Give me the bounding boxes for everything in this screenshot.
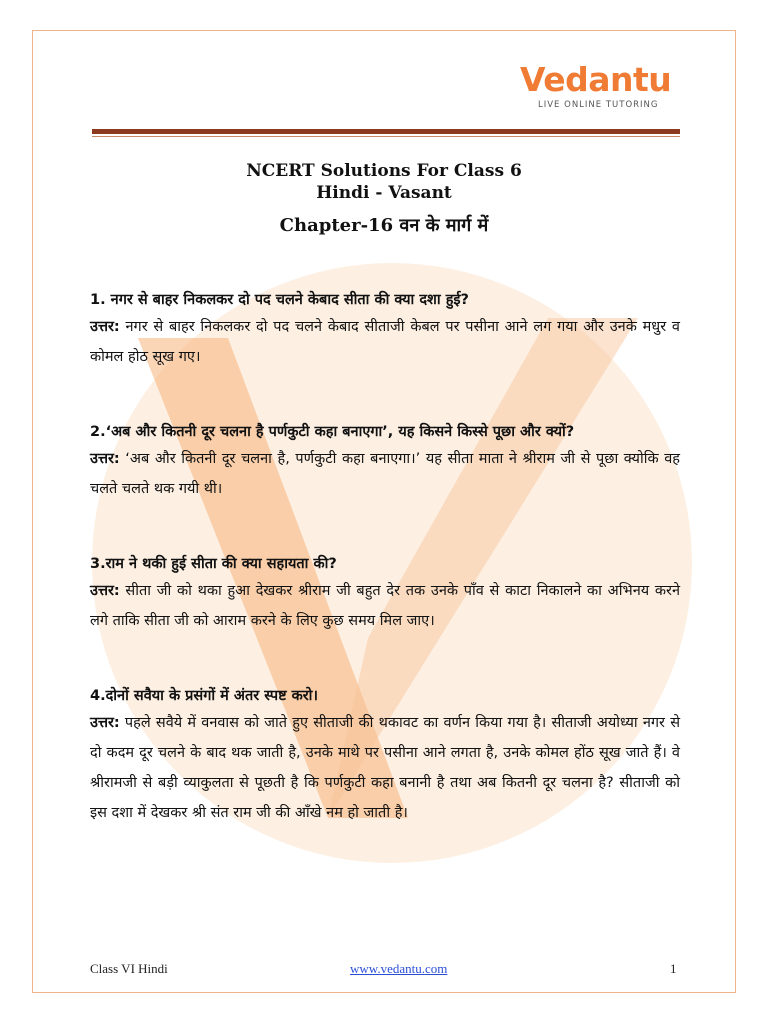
qa-item bbox=[90, 420, 680, 504]
qa-list bbox=[90, 288, 680, 876]
answer-text: नगर से बाहर निकलकर दो पद चलने केबाद सीताजी केबल पर पसीना आने लग गया और उनके मधुर व कोमल होठ सूख गए। bbox=[90, 319, 680, 365]
header-rule bbox=[92, 129, 680, 134]
footer-page-number: 1 bbox=[670, 961, 677, 976]
footer-class-label: Class VI Hindi bbox=[90, 961, 168, 976]
question: 2.‘अब और कितनी दूर चलना है पर्णकुटी कहा बनाएगा’, यह किसने किस्से पूछा और क्यों? bbox=[90, 424, 575, 440]
answer bbox=[90, 444, 680, 504]
answer-label: उत्तर: bbox=[90, 583, 120, 599]
vedantu-logo bbox=[520, 60, 680, 116]
answer bbox=[90, 576, 680, 636]
answer-label: उत्तर: bbox=[90, 319, 120, 335]
answer bbox=[90, 708, 680, 828]
page-subtitle: Hindi - Vasant bbox=[316, 183, 452, 203]
question: 4.दोनों सवैया के प्रसंगों में अंतर स्पष्ट करो। bbox=[90, 688, 318, 704]
chapter-title: Chapter-16 वन के मार्ग में bbox=[279, 215, 489, 236]
answer-text: पहले सवैये में वनवास को जाते हुए सीताजी की थकावट का वर्णन किया गया है। सीताजी अयोध्या नगर से दो कदम दूर चलने के बाद थक जाती है, उनके माथे पर पसीना आने लगता है, उनके कोमल होंठ सूख जाते हैं। वे श्रीरामजी से बड़ी व्याकुलता से पूछती है कि पर्णकुटी कहा बनानी है तथा अब कितनी दूर चलना है? सीताजी को इस दशा में देखकर श्री संत राम जी की आँखे नम हो जाती है। bbox=[90, 715, 680, 821]
question: 3.राम ने थकी हुई सीता की क्या सहायता की? bbox=[90, 556, 337, 572]
question: 1. नगर से बाहर निकलकर दो पद चलने केबाद सीता की क्या दशा हुई? bbox=[90, 292, 469, 308]
page-footer bbox=[0, 961, 768, 981]
page-title: NCERT Solutions For Class 6 bbox=[246, 161, 522, 181]
qa-item bbox=[90, 684, 680, 828]
page-title-block bbox=[0, 160, 768, 238]
logo-wordmark: Vedantu bbox=[520, 60, 672, 99]
footer-website-link[interactable]: www.vedantu.com bbox=[350, 961, 448, 976]
answer-label: उत्तर: bbox=[90, 451, 120, 467]
answer-text: सीता जी को थका हुआ देखकर श्रीराम जी बहुत देर तक उनके पाँव से काटा निकालने का अभिनय करने लगे ताकि सीता जी को आराम करने के लिए कुछ समय मिल जाए। bbox=[90, 583, 680, 629]
answer bbox=[90, 312, 680, 372]
header-rule-thin bbox=[92, 136, 680, 137]
answer-label: उत्तर: bbox=[90, 715, 120, 731]
qa-item bbox=[90, 552, 680, 636]
logo-tagline: LIVE ONLINE TUTORING bbox=[538, 100, 659, 110]
qa-item bbox=[90, 288, 680, 372]
answer-text: ‘अब और कितनी दूर चलना है, पर्णकुटी कहा बनाएगा।’ यह सीता माता ने श्रीराम जी से पूछा क्योकि वह चलते चलते थक गयी थी। bbox=[90, 451, 680, 497]
